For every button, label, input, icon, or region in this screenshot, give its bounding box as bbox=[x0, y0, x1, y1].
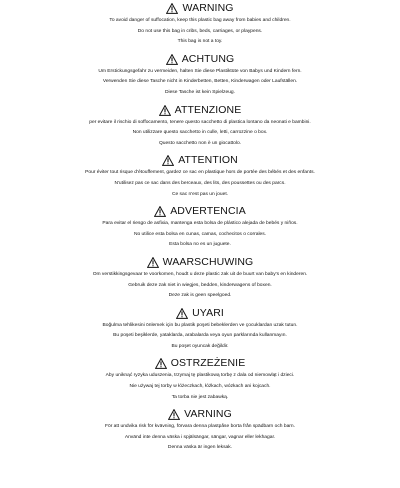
warning-line: Använd inte denna väska i spjälsängar, sängar, vagnar eller lekhagar. bbox=[124, 434, 276, 440]
warning-heading bbox=[0, 205, 400, 218]
warning-block-tr bbox=[0, 307, 400, 353]
warning-heading bbox=[0, 104, 400, 117]
warning-line: This bag is not a toy. bbox=[177, 39, 223, 45]
warning-heading bbox=[0, 307, 400, 320]
warning-line: Diese Tasche ist kein Spielzeug. bbox=[164, 89, 236, 95]
warning-line: Deze zak is geen speelgoed. bbox=[168, 293, 232, 299]
warning-title: ACHTUNG bbox=[181, 52, 235, 65]
warning-triangle-icon bbox=[155, 358, 167, 369]
warning-heading bbox=[0, 256, 400, 269]
warning-triangle-icon bbox=[166, 3, 178, 14]
warning-line: Ta torba nie jest zabawką. bbox=[171, 394, 229, 400]
warning-block-de bbox=[0, 53, 400, 99]
warning-triangle-icon bbox=[162, 155, 174, 166]
warning-heading bbox=[0, 53, 400, 66]
warning-title: WAARSCHUWING bbox=[162, 255, 254, 268]
warning-block-fr bbox=[0, 154, 400, 200]
warning-line: Bu poşeti beşiklerde, yataklarda, arabalarda veya oyun parklarında kullanmayın. bbox=[113, 333, 287, 339]
warning-title: ATTENTION bbox=[178, 154, 238, 167]
warning-line: Boğulma tehlikesini önlemek için bu plastik poşeti bebeklerden ve çocuklardan uzak tutun. bbox=[102, 322, 298, 328]
warning-triangle-icon bbox=[166, 54, 178, 65]
warning-block-sv bbox=[0, 408, 400, 454]
warning-title: UYARI bbox=[192, 306, 224, 319]
warning-triangle-icon bbox=[154, 206, 166, 217]
warning-block-it bbox=[0, 104, 400, 150]
warning-block-es bbox=[0, 205, 400, 251]
warning-heading bbox=[0, 2, 400, 15]
warning-line: Pour éviter tout risque d'étouffement, gardez ce sac en plastique hors de portée des bébés et des enfants. bbox=[85, 170, 315, 176]
warning-line: N'utilisez pas ce sac dans des berceaux, des lits, des poussettes ou des parcs. bbox=[114, 180, 286, 186]
warning-triangle-icon bbox=[147, 257, 159, 268]
warning-line: För att undvika risk för kvävning, förvara denna plastpåse borta från spädbarn och barn. bbox=[104, 424, 296, 430]
warning-line: Para evitar el riesgo de asfixia, mantenga esta bolsa de plástico alejada de bebés y niños. bbox=[102, 221, 298, 227]
warning-block-en bbox=[0, 2, 400, 48]
warning-triangle-icon bbox=[168, 409, 180, 420]
warning-block-nl bbox=[0, 256, 400, 302]
warning-line: Gebruik deze zak niet in wiegjes, bedden, kinderwagens of boxen. bbox=[128, 282, 272, 288]
warning-title: ATTENZIONE bbox=[174, 103, 242, 116]
warning-line: Nie używaj tej torby w łóżeczkach, łóżkach, wózkach ani kojcach. bbox=[129, 384, 271, 390]
warning-line: Aby uniknąć ryzyka uduszenia, trzymaj tę plastikową torbę z dala od niemowląt i dzieci. bbox=[105, 373, 295, 379]
warning-triangle-icon bbox=[159, 105, 171, 116]
warning-line: Ce sac n'est pas un jouet. bbox=[171, 191, 229, 197]
warning-line: Questo sacchetto non è un giocattolo. bbox=[158, 140, 242, 146]
warning-title: VARNING bbox=[184, 408, 232, 421]
warning-line: No utilice esta bolsa en cunas, camas, cochecitos o corrales. bbox=[133, 231, 267, 237]
warning-heading bbox=[0, 357, 400, 370]
warning-line: Bu poşet oyuncak değildir. bbox=[171, 343, 229, 349]
warning-title: ADVERTENCIA bbox=[170, 205, 246, 218]
warning-line: Do not use this bag in cribs, beds, carriages, or playpens. bbox=[137, 28, 263, 34]
warning-line: per evitare il rischio di soffocamento, tenere questo sacchetto di plastica lontano da neonati e bambini. bbox=[89, 119, 311, 125]
warning-line: Om verstikkingsgevaar te voorkomen, houdt u deze plastic zak uit de buurt van baby's en kinderen. bbox=[92, 271, 308, 277]
warning-line: Denna väska är ingen leksak. bbox=[167, 445, 233, 451]
warning-title: OSTRZEŻENIE bbox=[170, 357, 246, 370]
warning-triangle-icon bbox=[176, 308, 188, 319]
warning-line: Esta bolsa no es un juguete. bbox=[169, 242, 231, 248]
warning-line: Non utilizzare questo sacchetto in culle, letti, carrozzine o box. bbox=[132, 130, 268, 136]
warning-line: To avoid danger of suffocation, keep this plastic bag away from babies and children. bbox=[109, 18, 291, 23]
warning-heading bbox=[0, 408, 400, 421]
warning-block-pl bbox=[0, 357, 400, 403]
warning-line: Verwenden Sie diese Tasche nicht in Kinderbetten, Betten, Kinderwagen oder Laufställen. bbox=[102, 79, 298, 85]
warning-line: Um Erstickungsgefahr zu vermeiden, halten Sie diese Plastiktüte von Babys und Kindern fern. bbox=[98, 68, 302, 74]
warning-title: WARNING bbox=[182, 2, 234, 14]
warning-heading bbox=[0, 154, 400, 167]
